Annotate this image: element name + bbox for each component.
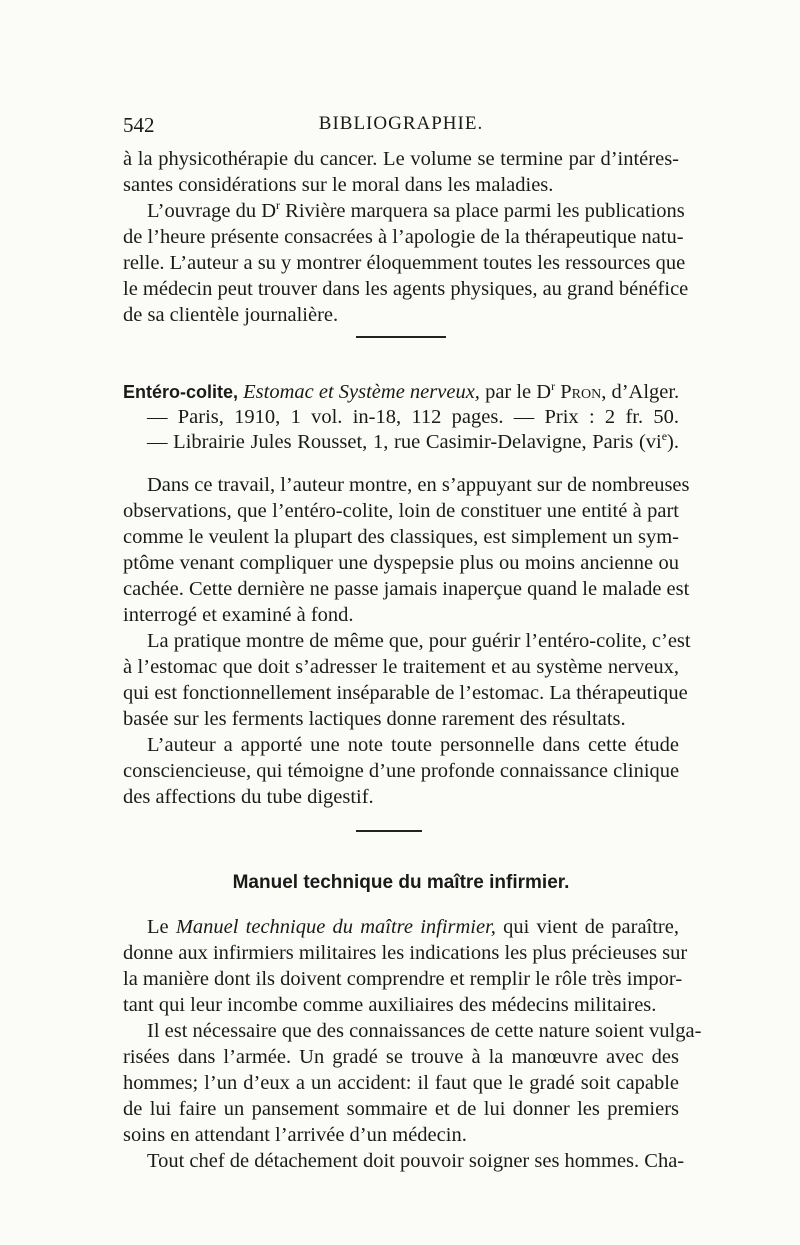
text-line: de l’heure présente consacrées à l’apologie de la thérapeutique natu- — [123, 226, 684, 248]
text-line: Il est nécessaire que des connaissances de cette nature soient vulga- — [147, 1020, 702, 1042]
section-divider — [356, 336, 446, 338]
text-line: soins en attendant l’arrivée d’un médecin. — [123, 1124, 467, 1146]
text-line: Tout chef de détachement doit pouvoir soigner ses hommes. Cha- — [147, 1150, 685, 1172]
bibliographic-entry-line: — Paris, 1910, 1 vol. in-18, 112 pages. — Prix : 2 fr. 50. — [147, 406, 679, 428]
text-line: à la physicothérapie du cancer. Le volume se termine par d’intéres- — [123, 148, 679, 170]
text-line: à l’estomac que doit s’adresser le traitement et au système nerveux, — [123, 656, 679, 678]
text-line: ptôme venant compliquer une dyspepsie plus ou moins ancienne ou — [123, 552, 679, 574]
text-line: comme le veulent la plupart des classiques, est simplement un sym- — [123, 526, 679, 548]
text-line: interrogé et examiné à fond. — [123, 604, 354, 626]
page-header — [123, 113, 679, 143]
text-line: hommes; l’un d’eux a un accident: il faut que le gradé soit capable — [123, 1072, 679, 1094]
section-heading: Manuel technique du maître infirmier. — [232, 872, 570, 893]
running-head: BIBLIOGRAPHIE. — [318, 113, 484, 134]
text-line: donne aux infirmiers militaires les indications les plus précieuses sur — [123, 942, 688, 964]
text-line: consciencieuse, qui témoigne d’une profonde connaissance clinique — [123, 760, 680, 782]
text-line: observations, que l’entéro-colite, loin de constituer une entité à part — [123, 500, 679, 522]
text-line: Dans ce travail, l’auteur montre, en s’appuyant sur de nombreuses — [147, 474, 690, 496]
text-line: basée sur les ferments lactiques donne rarement des résultats. — [123, 708, 626, 730]
text-line: L’auteur a apporté une note toute personnelle dans cette étude — [147, 734, 679, 756]
bibliographic-entry: Entéro-colite, Estomac et Système nerveux, par le $D^r$ Pron, d’Alger. — [123, 379, 680, 403]
text-line: la manière dont ils doivent comprendre et remplir le rôle très impor- — [123, 968, 683, 990]
text-line: de sa clientèle journalière. — [123, 304, 339, 326]
text-line: Le Manuel technique du maître infirmier, qui vient de paraître, — [147, 916, 679, 938]
text-line: L’ouvrage du $D^r$ Rivière marquera sa place parmi les publications — [147, 198, 685, 222]
text-line: le médecin peut trouver dans les agents physiques, au grand bénéfice — [123, 278, 689, 300]
text-line: tant qui leur incombe comme auxiliaires des médecins militaires. — [123, 994, 657, 1016]
text-line: des affections du tube digestif. — [123, 786, 374, 808]
text-line: risées dans l’armée. Un gradé se trouve à la manœuvre avec des — [123, 1046, 679, 1068]
text-line: La pratique montre de même que, pour guérir l’entéro-colite, c’est — [147, 630, 691, 652]
page-number: 542 — [123, 113, 155, 137]
section-divider — [356, 830, 422, 832]
text-line: relle. L’auteur a su y montrer éloquemment toutes les ressources que — [123, 252, 686, 274]
text-line: santes considérations sur le moral dans les maladies. — [123, 174, 554, 196]
text-line: de lui faire un pansement sommaire et de lui donner les premiers — [123, 1098, 679, 1120]
bibliographic-entry-line: — Librairie Jules Rousset, 1, rue Casimir-Delavigne, Paris $(vi^e)$. — [147, 429, 679, 453]
text-line: cachée. Cette dernière ne passe jamais inaperçue quand le malade est — [123, 578, 690, 600]
text-line: qui est fonctionnellement inséparable de l’estomac. La thérapeutique — [123, 682, 688, 704]
